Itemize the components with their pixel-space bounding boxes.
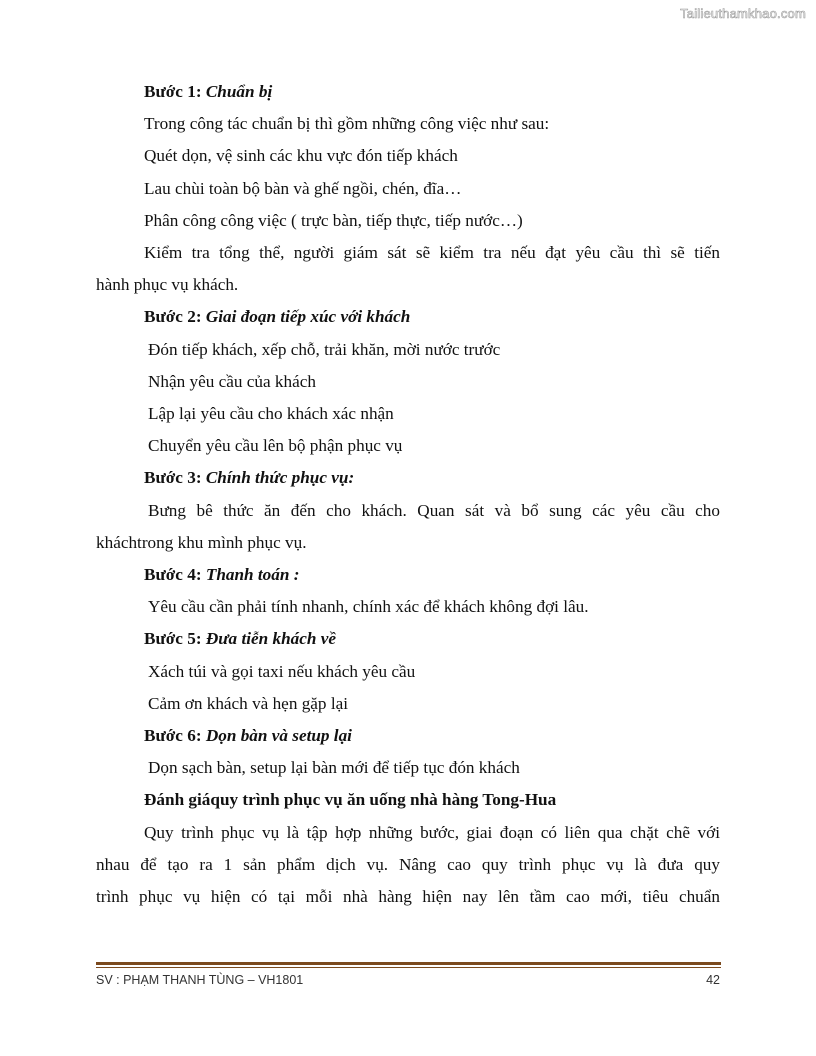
document-body <box>96 76 720 913</box>
paragraph-line: hành phục vụ khách. <box>96 275 239 295</box>
paragraph-line: Nhận yêu cầu của khách <box>148 371 316 391</box>
footer-rule-thick <box>96 962 721 965</box>
step-4-heading <box>96 559 720 591</box>
paragraph-line: Xách túi và gọi taxi nếu khách yêu cầu <box>148 661 416 681</box>
footer-student-name: SV : PHẠM THANH TÙNG – VH1801 <box>96 973 304 987</box>
page-number: 42 <box>706 973 720 987</box>
step-label: Bước 5: <box>144 629 202 649</box>
step-6-heading <box>96 720 720 752</box>
paragraph-line: Trong công tác chuẩn bị thì gồm những công việc như sau: <box>144 114 550 134</box>
paragraph-line: trình phục vụ hiện có tại mỗi nhà hàng hiện nay lên tầm cao mới, tiêu chuẩn <box>96 887 720 907</box>
paragraph-line: Cảm ơn khách và hẹn gặp lại <box>148 693 348 713</box>
paragraph-line: nhau để tạo ra 1 sản phẩm dịch vụ. Nâng cao quy trình phục vụ là đưa quy <box>96 854 720 874</box>
step-title: Đưa tiễn khách về <box>205 629 336 649</box>
paragraph-line: Dọn sạch bàn, setup lại bàn mới để tiếp tục đón khách <box>148 758 520 778</box>
paragraph-line: Kiểm tra tổng thể, người giám sát sẽ kiểm tra nếu đạt yêu cầu thì sẽ tiến <box>144 243 720 263</box>
step-1-heading <box>96 76 720 108</box>
paragraph-line: Quy trình phục vụ là tập hợp những bước, giai đoạn có liên qua chặt chẽ với <box>144 822 720 842</box>
step-title: Giai đoạn tiếp xúc với khách <box>205 307 411 327</box>
paragraph-line: Chuyển yêu cầu lên bộ phận phục vụ <box>148 436 403 456</box>
step-3-heading <box>96 462 720 494</box>
paragraph-line: Phân công công việc ( trực bàn, tiếp thực, tiếp nước…) <box>144 210 523 230</box>
step-label: Bước 2: <box>144 307 202 327</box>
step-title: Thanh toán : <box>205 565 300 585</box>
paragraph-line: kháchtrong khu mình phục vụ. <box>96 532 307 552</box>
step-5-heading <box>96 623 720 655</box>
paragraph-line: Lau chùi toàn bộ bàn và ghế ngồi, chén, đĩa… <box>144 178 462 198</box>
step-title: Chính thức phục vụ: <box>205 468 355 488</box>
section-heading <box>96 784 720 816</box>
paragraph-line: Quét dọn, vệ sinh các khu vực đón tiếp khách <box>144 146 458 166</box>
paragraph-line: Yêu cầu cần phải tính nhanh, chính xác để khách không đợi lâu. <box>148 597 589 617</box>
paragraph-line: Lập lại yêu cầu cho khách xác nhận <box>148 404 394 424</box>
step-label: Bước 1: <box>144 82 202 101</box>
paragraph-line: Bưng bê thức ăn đến cho khách. Quan sát và bổ sung các yêu cầu cho <box>148 500 720 520</box>
paragraph-line: Đón tiếp khách, xếp chỗ, trải khăn, mời nước trước <box>148 339 501 359</box>
step-title: Dọn bàn và setup lại <box>205 726 352 746</box>
section-heading-text: Đánh giáquy trình phục vụ ăn uống nhà hàng Tong-Hua <box>144 790 557 810</box>
step-label: Bước 4: <box>144 565 202 585</box>
watermark: Tailieuthamkhao.com <box>680 6 806 21</box>
step-label: Bước 6: <box>144 726 202 746</box>
footer-rule <box>96 962 721 968</box>
step-title: Chuẩn bị <box>205 82 273 101</box>
step-label: Bước 3: <box>144 468 202 488</box>
step-2-heading <box>96 301 720 333</box>
footer-rule-thin <box>96 967 721 968</box>
